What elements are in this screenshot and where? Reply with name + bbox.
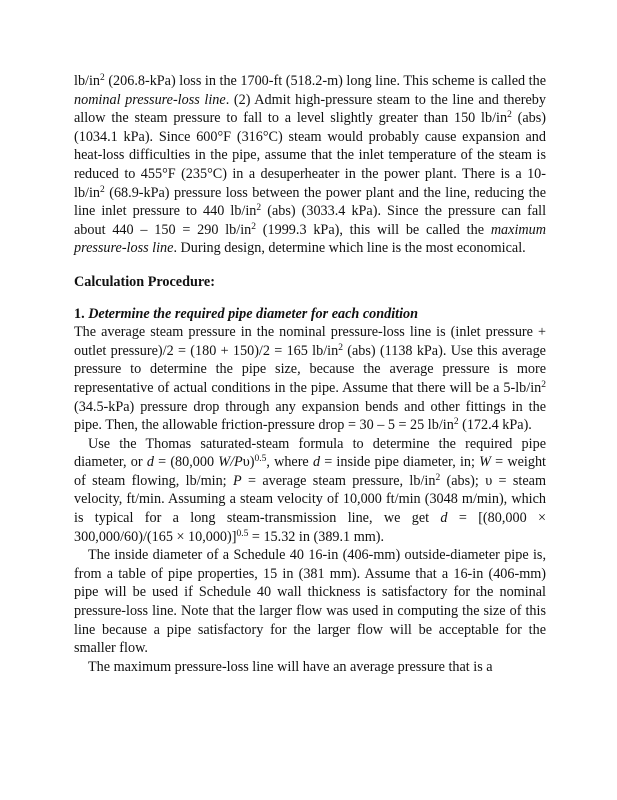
text-run: = average steam pressure, lb/in <box>241 472 436 489</box>
paragraph-pipe-selection: The inside diameter of a Schedule 40 16-in (406-mm) outside-diameter pipe is, from a table of pipe properties, 15 in (381 mm). Assume that a 16-in (406-mm) pipe will be used if Schedule 40 wall thickness is satisfactory for the nominal pressure-loss line. Note that the larger flow was used in computing the size of this line because a pipe satisfactory for the larger flow will be acceptable for the smaller flow. <box>74 547 546 657</box>
term-nominal-pressure-loss-line: nominal pressure-loss line <box>74 91 226 108</box>
superscript: 0.5 <box>236 528 249 539</box>
text-run: υ) <box>242 454 255 471</box>
text-run: (abs) (3033.4 kPa). Since the pressure can fall about 440 – 150 = 290 lb/in <box>74 203 547 238</box>
text-run: (34.5-kPa) pressure drop through any expansion bends and other fittings in the pipe. Then, the allowable friction-pressure drop = 30 – 5 = 25 lb/in <box>74 398 546 434</box>
document-page <box>74 72 546 676</box>
text-run: lb/in <box>74 73 101 89</box>
superscript: 2 <box>256 203 262 214</box>
math-variable: W <box>479 454 491 471</box>
text-run: The average steam pressure in the nominal pressure-loss line is (inlet pressure + outlet pressure)/2 = (180 + 150)/2 = 165 lb/in <box>74 324 546 359</box>
text-run: = (80,000 <box>153 454 219 471</box>
text-run: (1999.3 kPa), this will be called the <box>256 221 491 238</box>
section-heading: Calculation Procedure: <box>74 273 215 290</box>
superscript: 2 <box>541 379 546 390</box>
math-variable: W/P <box>218 454 243 471</box>
paragraph-pressure-loss-schemes <box>74 72 546 258</box>
text-run: Use the Thomas saturated-steam formula to determine the required pipe diameter, or <box>74 435 546 471</box>
superscript: 2 <box>338 342 343 353</box>
text-run: (abs) (1138 kPa). Use this average pressure to determine the pipe size, because the average pressure is more representative of actual conditions in the pipe. Assume that there will be a 5-lb/in <box>74 342 546 396</box>
step-title-text: Determine the required pipe diameter for each condition <box>88 305 419 322</box>
superscript: 2 <box>453 417 459 428</box>
paragraph-average-pressure <box>74 323 546 435</box>
superscript: 2 <box>251 221 256 232</box>
text-run: (68.9-kPa) pressure loss between the power plant and the line, reducing the line inlet pressure to 440 lb/in <box>74 184 546 220</box>
step-number: 1. <box>74 305 89 322</box>
paragraph-thomas-formula <box>74 435 546 547</box>
text-run: , where <box>266 454 313 471</box>
text-run: (abs) (1034.1 kPa). Since 600°F (316°C) steam would probably cause expansion and heat-loss difficulties in the pipe, assume that the inlet temperature of the steam is reduced to 455°F (235°C) in a desuperheater in the power plant. There is a 10-lb/in <box>74 110 546 201</box>
text-run: . (2) Admit high-pressure steam to the line and thereby allow the steam pressure to fall to a level slightly greater than 150 lb/in <box>74 91 546 127</box>
math-variable: P <box>232 472 242 489</box>
math-variable: d <box>312 454 321 471</box>
text-run: = inside pipe diameter, in; <box>320 454 480 471</box>
text-run: = weight of steam flowing, lb/min; <box>74 454 546 489</box>
math-variable: d <box>146 454 154 471</box>
text-run: (172.4 kPa). <box>458 417 532 434</box>
superscript: 0.5 <box>254 454 267 465</box>
text-run: (206.8-kPa) loss in the 1700-ft (518.2-m) long line. This scheme is called the <box>104 73 546 89</box>
superscript: 2 <box>100 184 105 195</box>
superscript: 2 <box>507 110 512 121</box>
superscript: 2 <box>100 73 105 83</box>
step-1-title <box>74 305 546 324</box>
text-run: = [(80,000 × 300,000/60)/(165 × 10,000)] <box>74 510 546 545</box>
text-run: (abs); υ = steam velocity, ft/min. Assuming a steam velocity of 10,000 ft/min (3048 m/min), which is typical for a long steam-transmission line, we get <box>74 472 547 527</box>
paragraph-maximum-pressure-loss: The maximum pressure-loss line will have an average pressure that is a <box>88 658 493 675</box>
text-run: . During design, determine which line is the most economical. <box>173 240 526 257</box>
term-maximum-pressure-loss-line: maximum pressure-loss line <box>74 221 546 257</box>
math-variable: d <box>440 510 448 527</box>
text-run: = 15.32 in (389.1 mm). <box>248 528 385 545</box>
superscript: 2 <box>435 472 441 483</box>
